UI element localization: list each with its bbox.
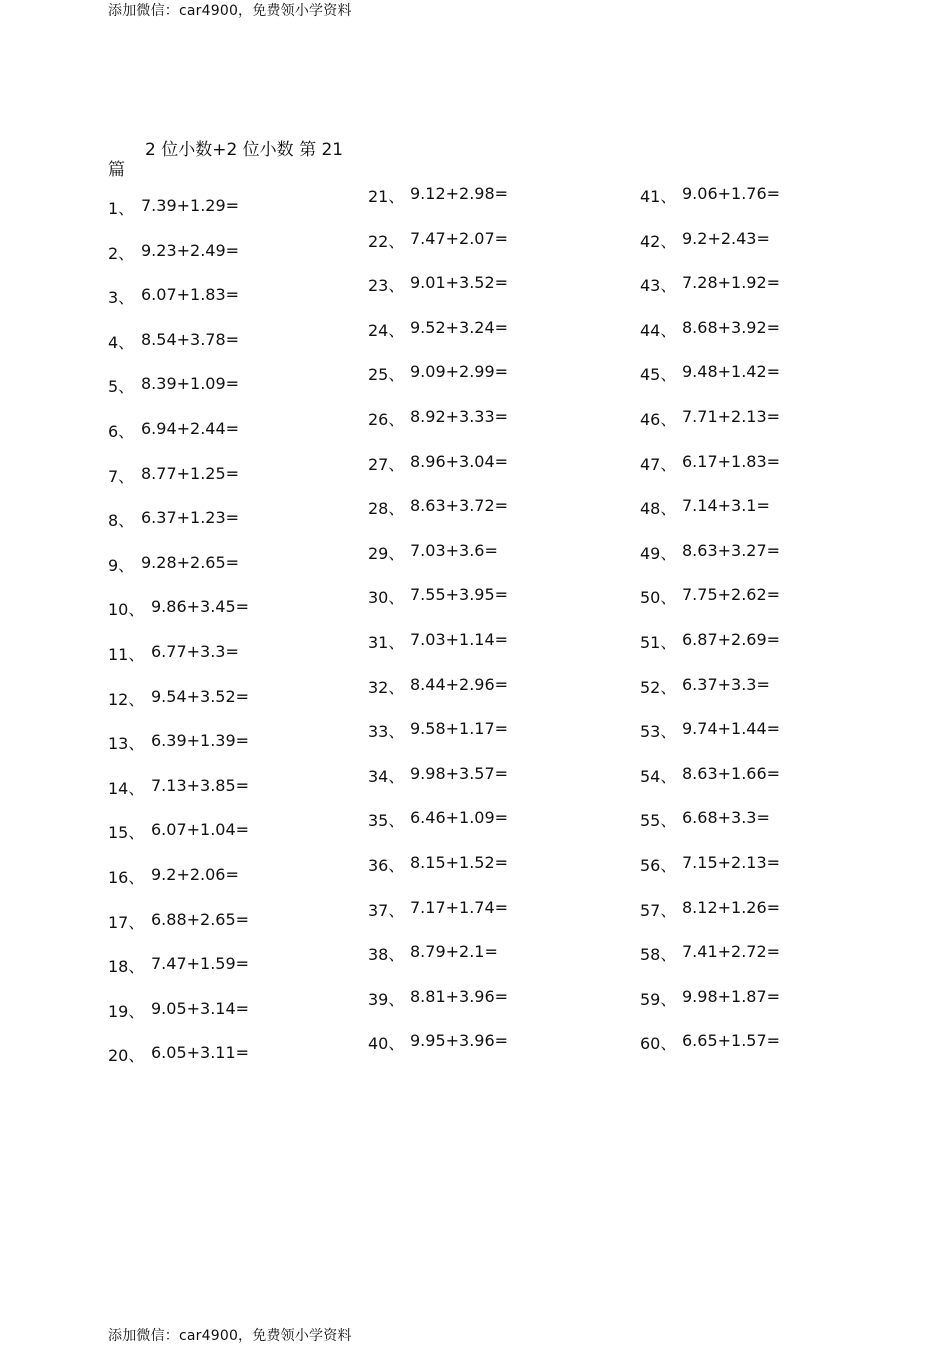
problem-item xyxy=(108,419,249,464)
problem-expression: 6.07+1.04= xyxy=(151,820,250,840)
problem-item xyxy=(640,273,780,318)
problem-number: 1、 xyxy=(108,199,135,218)
problem-item xyxy=(368,407,508,452)
problem-item xyxy=(368,496,508,541)
problem-number: 47、 xyxy=(640,454,677,474)
problem-expression: 6.07+1.83= xyxy=(141,285,240,305)
problem-item xyxy=(368,229,508,274)
problem-expression: 7.71+2.13= xyxy=(682,406,781,426)
problem-expression: 7.14+3.1= xyxy=(682,496,770,516)
problem-item xyxy=(108,374,249,419)
problem-expression: 9.28+2.65= xyxy=(141,552,240,572)
watermark-bottom: 添加微信：car4900，免费领小学资料 xyxy=(108,1328,352,1344)
problem-item xyxy=(108,820,249,865)
problem-column-3 xyxy=(640,184,780,1076)
problem-number: 38、 xyxy=(368,945,405,965)
problem-number: 19、 xyxy=(108,1001,145,1021)
problem-expression: 7.13+3.85= xyxy=(151,775,250,795)
problem-expression: 8.12+1.26= xyxy=(682,897,781,917)
problem-item xyxy=(108,999,249,1044)
problem-number: 48、 xyxy=(640,499,677,519)
problem-number: 52、 xyxy=(640,677,677,697)
problem-number: 26、 xyxy=(368,409,405,429)
problem-item xyxy=(108,910,249,955)
problem-expression: 6.87+2.69= xyxy=(682,629,781,649)
problem-number: 39、 xyxy=(368,989,405,1009)
problem-item xyxy=(108,330,249,375)
problem-item xyxy=(640,407,780,452)
problem-number: 4、 xyxy=(108,332,135,352)
problem-item xyxy=(368,630,508,675)
problem-expression: 8.63+3.27= xyxy=(682,540,781,560)
problem-number: 3、 xyxy=(108,288,135,308)
problem-column-2 xyxy=(368,184,508,1076)
problem-expression: 8.63+1.66= xyxy=(682,763,781,783)
problem-expression: 6.94+2.44= xyxy=(141,418,240,438)
worksheet-title-continued: 篇 xyxy=(108,160,125,180)
problem-expression: 7.39+1.29= xyxy=(141,196,240,215)
problem-item xyxy=(640,719,780,764)
problem-number: 51、 xyxy=(640,632,677,652)
problem-number: 40、 xyxy=(368,1034,405,1054)
problem-number: 35、 xyxy=(368,811,405,831)
problem-number: 29、 xyxy=(368,543,405,563)
problem-expression: 9.06+1.76= xyxy=(682,184,781,203)
problem-expression: 9.98+3.57= xyxy=(410,763,509,783)
problem-number: 50、 xyxy=(640,588,677,608)
problem-item xyxy=(640,808,780,853)
problem-number: 16、 xyxy=(108,867,145,887)
problem-number: 24、 xyxy=(368,320,405,340)
problem-number: 41、 xyxy=(640,187,677,206)
problem-number: 18、 xyxy=(108,957,145,977)
problem-expression: 6.65+1.57= xyxy=(682,1031,781,1051)
problem-number: 60、 xyxy=(640,1034,677,1054)
problem-expression: 8.44+2.96= xyxy=(410,674,509,694)
problem-number: 5、 xyxy=(108,377,135,397)
problem-item xyxy=(640,987,780,1032)
problem-item xyxy=(640,585,780,630)
problem-item xyxy=(368,1031,508,1076)
problem-number: 9、 xyxy=(108,555,135,575)
problem-item xyxy=(640,1031,780,1076)
problem-number: 53、 xyxy=(640,722,677,742)
problem-number: 44、 xyxy=(640,320,677,340)
problem-expression: 9.54+3.52= xyxy=(151,686,250,706)
problem-number: 58、 xyxy=(640,945,677,965)
problem-item xyxy=(108,954,249,999)
problem-item xyxy=(640,853,780,898)
problem-item xyxy=(368,853,508,898)
problem-number: 20、 xyxy=(108,1046,145,1066)
problem-item xyxy=(108,508,249,553)
problem-expression: 7.41+2.72= xyxy=(682,942,781,962)
problem-number: 42、 xyxy=(640,231,677,251)
problem-expression: 7.15+2.13= xyxy=(682,852,781,872)
problem-number: 23、 xyxy=(368,276,405,296)
problem-number: 2、 xyxy=(108,243,135,263)
problem-number: 34、 xyxy=(368,766,405,786)
problem-expression: 9.95+3.96= xyxy=(410,1031,509,1051)
problem-item xyxy=(368,452,508,497)
problem-item xyxy=(368,585,508,630)
problem-item xyxy=(108,597,249,642)
problem-item xyxy=(640,764,780,809)
problem-item xyxy=(640,942,780,987)
problem-expression: 8.96+3.04= xyxy=(410,451,509,471)
problem-number: 8、 xyxy=(108,511,135,531)
problem-number: 37、 xyxy=(368,900,405,920)
problem-expression: 6.17+1.83= xyxy=(682,451,781,471)
problem-expression: 6.37+1.23= xyxy=(141,508,240,528)
problem-number: 7、 xyxy=(108,466,135,486)
problem-expression: 9.74+1.44= xyxy=(682,719,781,739)
problem-item xyxy=(640,630,780,675)
problem-expression: 8.63+3.72= xyxy=(410,496,509,516)
problem-item xyxy=(108,196,249,241)
problem-number: 59、 xyxy=(640,989,677,1009)
problem-item xyxy=(108,553,249,598)
problem-number: 21、 xyxy=(368,187,405,206)
problem-item xyxy=(640,229,780,274)
problem-expression: 8.15+1.52= xyxy=(410,852,509,872)
problem-expression: 7.75+2.62= xyxy=(682,585,781,605)
problem-item xyxy=(108,865,249,910)
problem-number: 55、 xyxy=(640,811,677,831)
problem-item xyxy=(640,452,780,497)
watermark-top: 添加微信：car4900，免费领小学资料 xyxy=(108,3,352,19)
problem-item xyxy=(368,184,508,229)
problem-item xyxy=(108,776,249,821)
problem-number: 14、 xyxy=(108,778,145,798)
problem-item xyxy=(640,675,780,720)
problem-number: 11、 xyxy=(108,644,145,664)
problem-expression: 8.92+3.33= xyxy=(410,406,509,426)
problem-item xyxy=(640,362,780,407)
problem-expression: 9.52+3.24= xyxy=(410,317,509,337)
problem-expression: 9.05+3.14= xyxy=(151,998,250,1018)
problem-expression: 6.39+1.39= xyxy=(151,731,250,751)
problem-number: 56、 xyxy=(640,855,677,875)
problem-item xyxy=(108,241,249,286)
problem-expression: 7.03+1.14= xyxy=(410,629,509,649)
problem-number: 17、 xyxy=(108,912,145,932)
problem-expression: 6.46+1.09= xyxy=(410,808,509,828)
problem-number: 49、 xyxy=(640,543,677,563)
problem-expression: 9.01+3.52= xyxy=(410,273,509,293)
problem-expression: 8.68+3.92= xyxy=(682,317,781,337)
problem-item xyxy=(640,496,780,541)
worksheet-title: 2 位小数+2 位小数 第 21 xyxy=(145,140,344,160)
problem-expression: 6.37+3.3= xyxy=(682,674,770,694)
problem-number: 12、 xyxy=(108,689,145,709)
problem-number: 30、 xyxy=(368,588,405,608)
problem-item xyxy=(368,362,508,407)
problem-item xyxy=(368,273,508,318)
problem-item xyxy=(640,541,780,586)
problem-number: 57、 xyxy=(640,900,677,920)
problem-item xyxy=(108,687,249,732)
problem-number: 31、 xyxy=(368,632,405,652)
problem-expression: 7.55+3.95= xyxy=(410,585,509,605)
problem-item xyxy=(640,184,780,229)
problem-item xyxy=(108,642,249,687)
problem-item xyxy=(368,541,508,586)
problem-number: 32、 xyxy=(368,677,405,697)
problem-expression: 7.17+1.74= xyxy=(410,897,509,917)
problem-item xyxy=(640,318,780,363)
problem-expression: 8.79+2.1= xyxy=(410,942,498,962)
problem-expression: 9.2+2.43= xyxy=(682,228,770,248)
problem-expression: 9.58+1.17= xyxy=(410,719,509,739)
problem-expression: 8.77+1.25= xyxy=(141,463,240,483)
problem-expression: 9.86+3.45= xyxy=(151,597,250,617)
problem-expression: 7.03+3.6= xyxy=(410,540,498,560)
problem-number: 27、 xyxy=(368,454,405,474)
problem-number: 25、 xyxy=(368,365,405,385)
problem-expression: 9.98+1.87= xyxy=(682,986,781,1006)
problem-item xyxy=(368,719,508,764)
problem-number: 43、 xyxy=(640,276,677,296)
problem-expression: 7.28+1.92= xyxy=(682,273,781,293)
problem-expression: 9.12+2.98= xyxy=(410,184,509,203)
problem-number: 54、 xyxy=(640,766,677,786)
problem-number: 46、 xyxy=(640,409,677,429)
problem-expression: 9.2+2.06= xyxy=(151,864,239,884)
problem-expression: 9.48+1.42= xyxy=(682,362,781,382)
problem-item xyxy=(368,808,508,853)
problem-expression: 8.54+3.78= xyxy=(141,329,240,349)
problem-expression: 6.77+3.3= xyxy=(151,641,239,661)
problem-expression: 6.05+3.11= xyxy=(151,1043,250,1063)
problem-item xyxy=(368,764,508,809)
problem-item xyxy=(368,987,508,1032)
problem-number: 45、 xyxy=(640,365,677,385)
problem-item xyxy=(368,318,508,363)
problem-expression: 6.68+3.3= xyxy=(682,808,770,828)
problem-column-1 xyxy=(108,196,249,1088)
problem-number: 15、 xyxy=(108,823,145,843)
problem-item xyxy=(108,731,249,776)
problem-expression: 9.09+2.99= xyxy=(410,362,509,382)
problem-number: 36、 xyxy=(368,855,405,875)
problem-number: 10、 xyxy=(108,600,145,620)
problem-expression: 7.47+2.07= xyxy=(410,228,509,248)
problem-item xyxy=(108,285,249,330)
problem-item xyxy=(640,898,780,943)
problem-item xyxy=(108,1043,249,1088)
problem-number: 22、 xyxy=(368,231,405,251)
problem-expression: 8.39+1.09= xyxy=(141,374,240,394)
problem-expression: 7.47+1.59= xyxy=(151,954,250,974)
problem-item xyxy=(368,675,508,720)
problem-expression: 6.88+2.65= xyxy=(151,909,250,929)
problem-item xyxy=(368,942,508,987)
problem-number: 6、 xyxy=(108,421,135,441)
problem-expression: 9.23+2.49= xyxy=(141,240,240,260)
problem-item xyxy=(108,464,249,509)
problem-expression: 8.81+3.96= xyxy=(410,986,509,1006)
problem-number: 33、 xyxy=(368,722,405,742)
problem-number: 28、 xyxy=(368,499,405,519)
problem-item xyxy=(368,898,508,943)
problem-number: 13、 xyxy=(108,734,145,754)
